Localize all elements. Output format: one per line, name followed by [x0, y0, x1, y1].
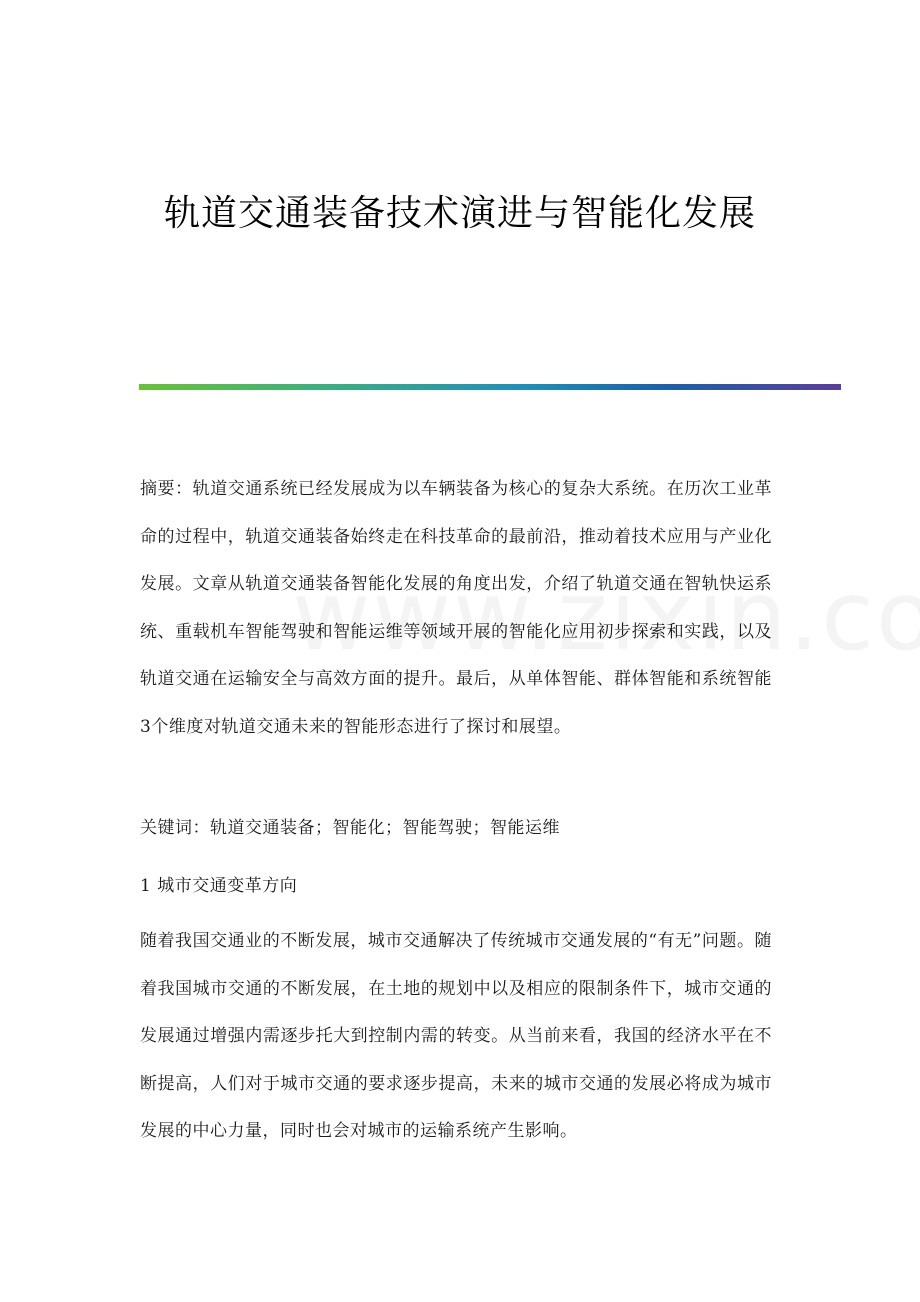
title-divider: [139, 384, 841, 390]
section-paragraph: 随着我国交通业的不断发展，城市交通解决了传统城市交通发展的“有无”问题。随着我国城市交通的不断发展，在土地的规划中以及相应的限制条件下，城市交通的发展通过增强内需逐步托大到控制内需的转变。从当前来看，我国的经济水平在不断提高，人们对于城市交通的要求逐步提高，未来的城市交通的发展必将成为城市发展的中心力量，同时也会对城市的运输系统产生影响。: [140, 931, 772, 1141]
abstract-paragraph: 摘要：轨道交通系统已经发展成为以车辆装备为核心的复杂大系统。在历次工业革命的过程中，轨道交通装备始终走在科技革命的最前沿，推动着技术应用与产业化发展。文章从轨道交通装备智能化发展的角度出发，介绍了轨道交通在智轨快运系统、重载机车智能驾驶和智能运维等领域开展的智能化应用初步探索和实践，以及轨道交通在运输安全与高效方面的提升。最后，从单体智能、群体智能和系统智能3个维度对轨道交通未来的智能形态进行了探讨和展望。: [140, 479, 772, 737]
section-heading: 1 城市交通变革方向: [140, 876, 298, 896]
document-title: 轨道交通装备技术演进与智能化发展: [163, 193, 756, 234]
keywords-line: 关键词：轨道交通装备；智能化；智能驾驶；智能运维: [140, 818, 560, 838]
